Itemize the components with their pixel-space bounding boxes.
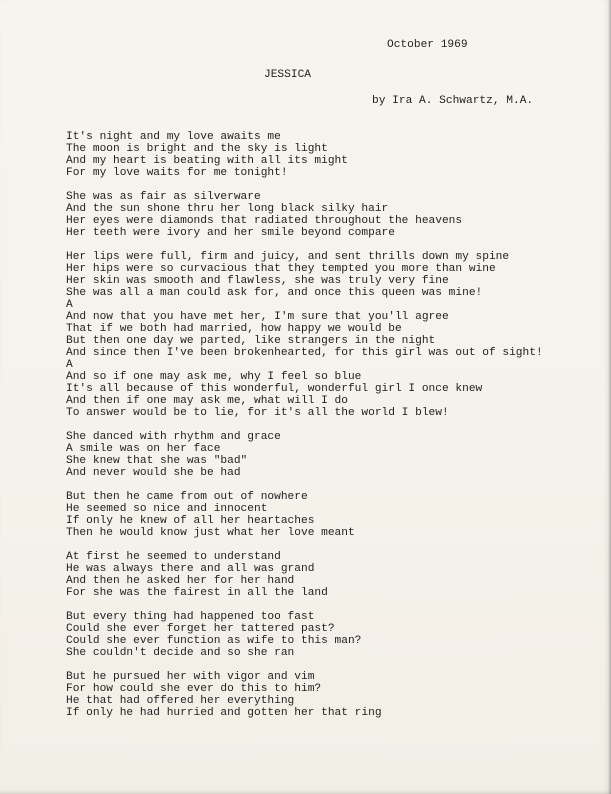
poem-line: For she was the fairest in all the land bbox=[66, 587, 328, 599]
poem-line: And never would she be had bbox=[66, 467, 241, 479]
poem-line: But he pursued her with vigor and vim bbox=[66, 671, 315, 683]
poem-line: He was always there and all was grand bbox=[66, 563, 315, 575]
poem-line: But every thing had happened too fast bbox=[66, 611, 315, 623]
document-date: October 1969 bbox=[387, 39, 468, 51]
stanza bbox=[66, 191, 606, 239]
poem-line: Her hips were so curvacious that they tempted you more than wine bbox=[66, 263, 496, 275]
poem-line: And so if one may ask me, why I feel so blue bbox=[66, 371, 362, 383]
poem-line: She couldn't decide and so she ran bbox=[66, 647, 295, 659]
poem-line: That if we both had married, how happy we would be bbox=[66, 323, 402, 335]
poem-line: And then he asked her for her hand bbox=[66, 575, 295, 587]
poem-line: Could she ever forget her tattered past? bbox=[66, 623, 335, 635]
poem-line: And my heart is beating with all its might bbox=[66, 155, 348, 167]
poem-line: To answer would be to lie, for it's all the world I blew! bbox=[66, 407, 449, 419]
poem-line: She knew that she was "bad" bbox=[66, 455, 248, 467]
poem-body bbox=[66, 131, 606, 731]
poem-line: If only he knew of all her heartaches bbox=[66, 515, 315, 527]
poem-line: Her eyes were diamonds that radiated throughout the heavens bbox=[66, 215, 463, 227]
stanza bbox=[66, 551, 606, 599]
poem-line: Could she ever function as wife to this man? bbox=[66, 635, 362, 647]
stanza bbox=[66, 671, 606, 719]
poem-line: But then he came from out of nowhere bbox=[66, 491, 308, 503]
poem-line: If only he had hurried and gotten her that ring bbox=[66, 707, 382, 719]
stanza bbox=[66, 611, 606, 659]
poem-line: At first he seemed to understand bbox=[66, 551, 281, 563]
poem-line: But then one day we parted, like strangers in the night bbox=[66, 335, 436, 347]
poem-line: It's all because of this wonderful, wonderful girl I once knew bbox=[66, 383, 483, 395]
poem-line: For how could she ever do this to him? bbox=[66, 683, 322, 695]
poem-line: And now that you have met her, I'm sure that you'll agree bbox=[66, 311, 449, 323]
poem-line: Her teeth were ivory and her smile beyond compare bbox=[66, 227, 395, 239]
stanza bbox=[66, 431, 606, 479]
poem-line: He that had offered her everything bbox=[66, 695, 295, 707]
stray-typed-character: A bbox=[66, 299, 73, 311]
poem-line: It's night and my love awaits me bbox=[66, 131, 281, 143]
poem-line: Her skin was smooth and flawless, she was truly very fine bbox=[66, 275, 449, 287]
poem-line: A smile was on her face bbox=[66, 443, 221, 455]
poem-line: Then he would know just what her love meant bbox=[66, 527, 355, 539]
poem-line: She was all a man could ask for, and once this queen was mine! bbox=[66, 287, 483, 299]
stanza bbox=[66, 491, 606, 539]
poem-line: He seemed so nice and innocent bbox=[66, 503, 268, 515]
poem-line: And then if one may ask me, what will I do bbox=[66, 395, 348, 407]
author-byline: by Ira A. Schwartz, M.A. bbox=[372, 95, 534, 107]
stanza bbox=[66, 131, 606, 179]
stanza bbox=[66, 251, 606, 311]
stanza bbox=[66, 311, 606, 371]
poem-line: She danced with rhythm and grace bbox=[66, 431, 281, 443]
poem-line: And since then I've been brokenhearted, for this girl was out of sight! bbox=[66, 347, 543, 359]
stray-typed-character: A bbox=[66, 359, 73, 371]
poem-line: And the sun shone thru her long black silky hair bbox=[66, 203, 389, 215]
poem-line: Her lips were full, firm and juicy, and sent thrills down my spine bbox=[66, 251, 510, 263]
poem-line: For my love waits for me tonight! bbox=[66, 167, 288, 179]
poem-title: JESSICA bbox=[264, 69, 311, 81]
poem-line: She was as fair as silverware bbox=[66, 191, 261, 203]
stanza bbox=[66, 371, 606, 419]
poem-line: The moon is bright and the sky is light bbox=[66, 143, 328, 155]
